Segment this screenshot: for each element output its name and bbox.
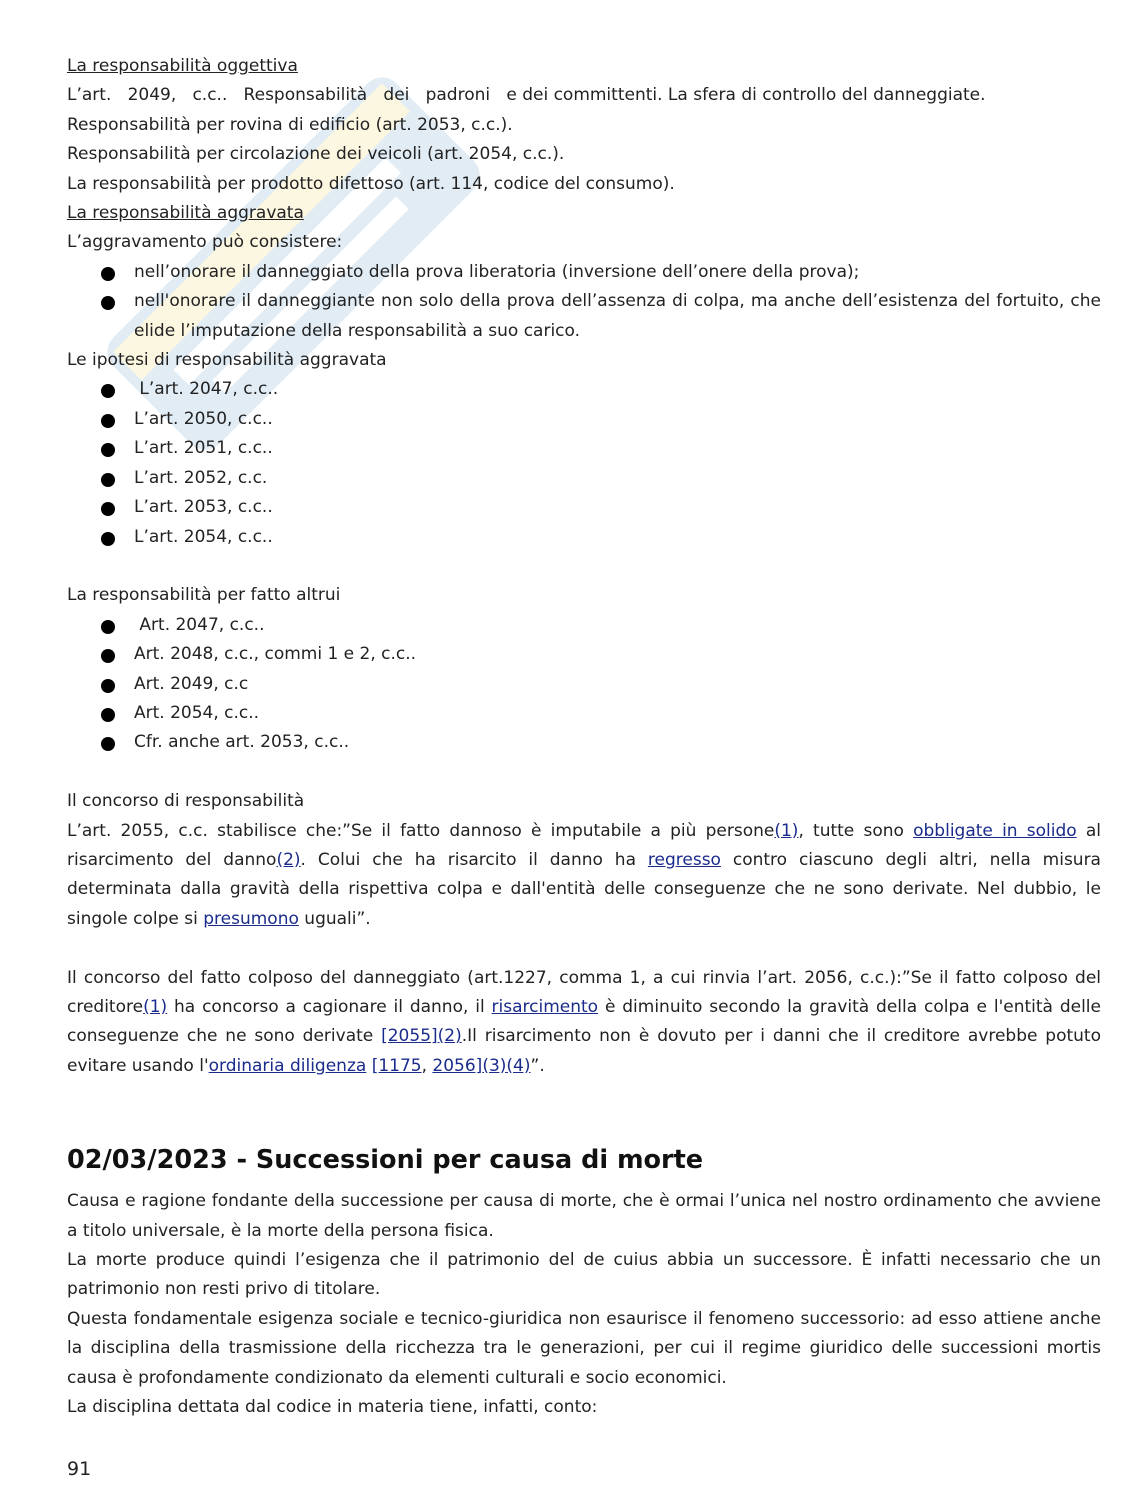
article-1175-link[interactable]: [1175 (371, 1055, 422, 1076)
page-number: 91 (67, 1458, 92, 1480)
list-item: Art. 2054, c.c.. (67, 699, 1101, 728)
text-run: , tutte sono (798, 820, 914, 841)
text-run: , (421, 1055, 433, 1076)
ipotesi-title: Le ipotesi di responsabilità aggravata (67, 350, 387, 371)
body-paragraph: Questa fondamentale esigenza sociale e tecnico-giuridica non esaurisce il fenomeno successorio: ad esso attiene anche la disciplina della trasmissione della ricchezza tra le generazioni, per cui il regime giuridico delle successioni mortis causa è profondamente condizionato da elementi culturali e socio economici. (67, 1308, 1101, 1388)
ordinaria-diligenza-link[interactable]: ordinaria diligenza (208, 1055, 367, 1076)
text-run: contro ciascuno degli altri, nella misura determinata dalla gravità della rispettiva colpa e dall'entità delle conseguenze che ne sono derivate. Nel dubbio, le singole colpe si (67, 849, 1101, 929)
article-2055-link[interactable]: [2055] (381, 1026, 438, 1047)
article-2056-link[interactable]: 2056] (432, 1055, 483, 1076)
body-paragraph: Causa e ragione fondante della successione per causa di morte, che è ormai l’unica nel nostro ordinamento che avviene a titolo universale, è la morte della persona fisica. (67, 1191, 1101, 1241)
list-item: Art. 2047, c.c.. (67, 611, 1101, 640)
body-paragraph: La disciplina dettata dal codice in materia tiene, infatti, conto: (67, 1397, 598, 1418)
regresso-link[interactable]: regresso (647, 849, 721, 870)
spacer (67, 552, 1101, 581)
concorso-paragraph (67, 817, 1101, 935)
document-page (67, 52, 1101, 1422)
text-run: ”. (530, 1055, 545, 1076)
footnote-link[interactable]: (1) (143, 996, 168, 1017)
list-item: Art. 2049, c.c (67, 670, 1101, 699)
body-paragraph: La morte produce quindi l’esigenza che il patrimonio del de cuius abbia un successore. È infatti necessario che un patrimonio non resti privo di titolare. (67, 1249, 1101, 1300)
text-run: . Colui che ha risarcito il danno ha (300, 849, 648, 870)
list-item: Art. 2048, c.c., commi 1 e 2, c.c.. (67, 640, 1101, 669)
obbligate-in-solido-link[interactable]: obbligate in solido (913, 820, 1077, 841)
list-item: L’art. 2054, c.c.. (67, 523, 1101, 552)
text-run: è diminuito secondo la gravità della colpa e l'entità delle conseguenze che ne sono derivate (67, 996, 1101, 1047)
list-item: Cfr. anche art. 2053, c.c.. (67, 728, 1101, 757)
text-run: Il concorso del fatto colposo del danneggiato (art.1227, comma 1, a cui rinvia l’art. 2056, c.c.):”Se il fatto colposo del creditore (67, 967, 1101, 1017)
footnote-link[interactable]: (1) (774, 820, 799, 841)
section-title: 02/03/2023 - Successioni per causa di morte (67, 1145, 704, 1176)
oggettiva-line: La responsabilità per prodotto difettoso (art. 114, codice del consumo). (67, 173, 675, 194)
text-run: uguali”. (298, 908, 371, 929)
ipotesi-list (67, 375, 1101, 551)
colposo-paragraph (67, 964, 1101, 1082)
footnote-link[interactable]: (4) (506, 1055, 531, 1076)
text-run: L’art. 2055, c.c. stabilisce che:”Se il fatto dannoso è imputabile a più persone (67, 820, 775, 841)
fatto-altrui-title: La responsabilità per fatto altrui (67, 585, 341, 606)
list-item: nell’onorare il danneggiato della prova liberatoria (inversione dell’onere della prova); (67, 258, 1101, 287)
list-item: L’art. 2051, c.c.. (67, 434, 1101, 463)
text-run: .Il risarcimento non è dovuto per i danni che il creditore avrebbe potuto evitare usando l' (67, 1026, 1101, 1076)
list-item: L’art. 2047, c.c.. (67, 375, 1101, 404)
heading-oggettiva: La responsabilità oggettiva (67, 56, 298, 76)
list-item: nell'onorare il danneggiante non solo della prova dell’assenza di colpa, ma anche dell’esistenza del fortuito, che elide l’imputazione della responsabilità a suo carico. (67, 287, 1101, 346)
aggravamento-list (67, 258, 1101, 346)
spacer (67, 758, 1101, 787)
spacer (67, 934, 1101, 963)
list-item: L’art. 2052, c.c. (67, 464, 1101, 493)
footnote-link[interactable]: (2) (437, 1026, 462, 1047)
aggravamento-intro: L’aggravamento può consistere: (67, 232, 343, 253)
footnote-link[interactable]: (3) (482, 1055, 507, 1076)
fatto-altrui-list (67, 611, 1101, 758)
oggettiva-line: Responsabilità per rovina di edificio (art. 2053, c.c.). (67, 114, 513, 135)
risarcimento-link[interactable]: risarcimento (491, 996, 599, 1017)
presumono-link[interactable]: presumono (203, 908, 299, 929)
list-item: L’art. 2053, c.c.. (67, 493, 1101, 522)
text-run: ha concorso a cagionare il danno, il (167, 996, 492, 1017)
oggettiva-line: Responsabilità per circolazione dei veicoli (art. 2054, c.c.). (67, 144, 565, 165)
oggettiva-line: L’art. 2049, c.c.. Responsabilità dei padroni e dei committenti. La sfera di controllo del danneggiate. (67, 85, 986, 106)
concorso-title: Il concorso di responsabilità (67, 791, 305, 812)
list-item: L’art. 2050, c.c.. (67, 405, 1101, 434)
footnote-link[interactable]: (2) (276, 849, 301, 870)
text-run: al risarcimento del danno (67, 820, 1102, 870)
heading-aggravata: La responsabilità aggravata (67, 203, 304, 224)
spacer (67, 1081, 1101, 1141)
